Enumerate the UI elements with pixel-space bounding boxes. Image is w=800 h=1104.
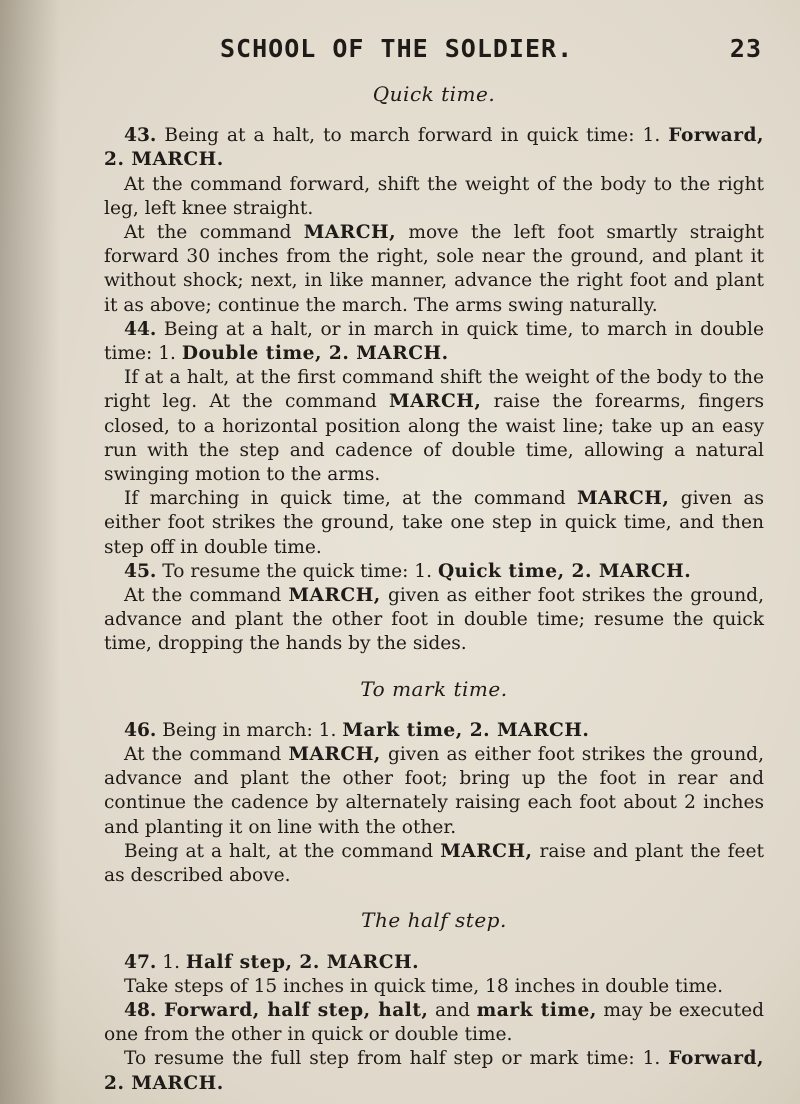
- page-header: [220, 34, 762, 64]
- paragraph-44-quick: If marching in quick time, at the command MARCH, given as either foot strikes the ground, take one step in quick time, and then step off in double time.: [104, 488, 765, 558]
- heading-mark-time: To mark time.: [360, 676, 508, 701]
- paragraph-47-steps: Take steps of 15 inches in quick time, 18 inches in double time.: [124, 975, 724, 997]
- paragraph-46: 46. Being in march: 1. Mark time, 2. MARCH.: [124, 719, 590, 741]
- paragraph-44: 44. Being at a halt, or in march in quick time, to march in double time: 1. Double time, 2. MARCH.: [104, 318, 764, 365]
- command-text: Double time, 2. MARCH.: [181, 343, 449, 365]
- command-text: MARCH,: [389, 391, 482, 413]
- paragraph-45-march: At the command MARCH, given as either foot strikes the ground, advance and plant the other foot in double time; resume the quick time, dropping the hands by the sides.: [104, 585, 764, 655]
- command-text: MARCH,: [440, 840, 533, 862]
- paragraph-43: 43. Being at a halt, to march forward in quick time: 1. Forward, 2. MARCH.: [104, 125, 764, 171]
- command-text: MARCH,: [288, 744, 381, 766]
- command-text: Forward, 2. MARCH.: [104, 1048, 764, 1094]
- command-text: Quick time, 2. MARCH.: [437, 560, 692, 582]
- heading-half-step: The half step.: [361, 908, 507, 933]
- paragraph-43-march: At the command MARCH, move the left foot smartly straight forward 30 inches from the right, sole near the ground, and plant it without shock; next, in like manner, advance the right foot and plant it as above; continue the march. The arms swing naturally.: [104, 222, 765, 316]
- paragraph-number: 46.: [124, 719, 157, 741]
- paragraph-number: 44.: [124, 318, 157, 340]
- command-text: Forward, half step, halt,: [156, 999, 429, 1021]
- paragraph-number: 45.: [124, 560, 157, 582]
- paragraph-43-forward: At the command forward, shift the weight of the body to the right leg, left knee straight.: [104, 173, 764, 219]
- page-body: [104, 82, 764, 1096]
- command-text: Half step, 2. MARCH.: [185, 951, 420, 973]
- paragraph-number: 47.: [124, 951, 157, 973]
- paragraph-48-resume: To resume the full step from half step or mark time: 1. Forward, 2. MARCH.: [104, 1048, 764, 1094]
- paragraph-number: 48.: [124, 999, 157, 1021]
- command-text: Mark time, 2. MARCH.: [342, 719, 590, 741]
- heading-quick-time: Quick time.: [372, 82, 496, 106]
- command-text: MARCH,: [303, 222, 397, 244]
- command-text: MARCH,: [288, 585, 381, 607]
- paragraph-45: 45. To resume the quick time: 1. Quick time, 2. MARCH.: [124, 560, 692, 582]
- running-title: SCHOOL OF THE SOLDIER.: [220, 34, 574, 63]
- command-text: Forward, 2. MARCH.: [104, 125, 764, 171]
- command-text: mark time,: [476, 999, 597, 1021]
- paragraph-44-halt: If at a halt, at the first command shift the weight of the body to the right leg. At the command MARCH, raise the forearms, fingers closed, to a horizontal position along the waist line; take up an easy run with the step and cadence of double time, allowing a natural swinging motion to the arms.: [104, 367, 764, 486]
- paragraph-47: 47. 1. Half step, 2. MARCH.: [124, 951, 420, 973]
- paragraph-48: 48. Forward, half step, halt, and mark time, may be executed one from the other in quick or double time.: [104, 999, 764, 1046]
- paragraph-46-halt: Being at a halt, at the command MARCH, raise and plant the feet as described above.: [104, 840, 764, 887]
- command-text: MARCH,: [577, 488, 670, 510]
- paragraph-46-march: At the command MARCH, given as either foot strikes the ground, advance and plant the other foot; bring up the foot in rear and continue the cadence by alternately raising each foot about 2 inches and planting it on line with the other.: [104, 744, 764, 838]
- page-number: 23: [729, 34, 762, 63]
- page-edge-shadow: [0, 0, 60, 1104]
- paragraph-number: 43.: [124, 125, 157, 147]
